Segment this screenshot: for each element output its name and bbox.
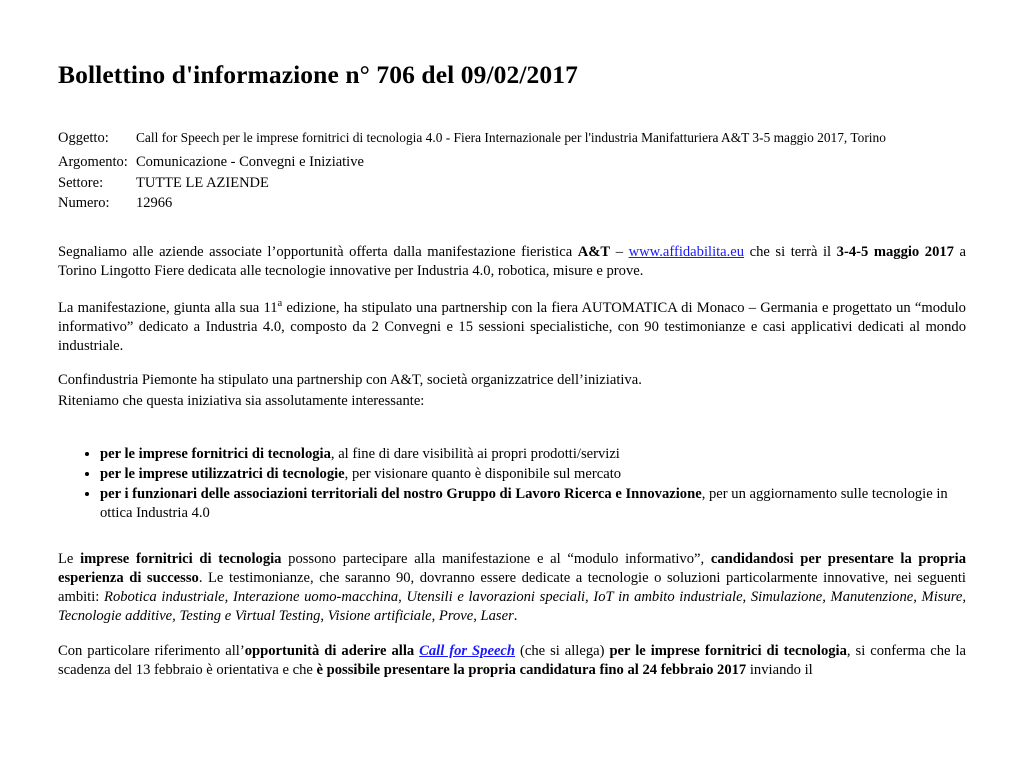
text-fragment: inviando il <box>746 662 813 679</box>
text-bold-deadline: è possibile presentare la propria candidatura fino al 24 febbraio 2017 <box>316 662 747 679</box>
text-bold-candidacy: candidandosi per presentare la propria esperienza di successo <box>58 551 967 587</box>
sector-label: Settore: <box>58 174 104 191</box>
text-fragment: Con particolare riferimento all’ <box>58 643 245 660</box>
list-item-bold: per le imprese utilizzatrici di tecnologie <box>100 466 345 483</box>
text-superscript: a <box>277 297 283 309</box>
spacer <box>58 217 966 243</box>
text-italic-topics: Robotica industriale, Interazione uomo-macchina, Utensili e lavorazioni speciali, IoT in ambito industriale, Simulazione, Manutenzione, Misure, Tecnologie additive, Testing e Virtual Testing, Visione artificiale, Prove, Laser <box>58 589 967 625</box>
paragraph-partnership: Confindustria Piemonte ha stipulato una partnership con A&T, società organizzatrice dell’iniziativa. <box>58 372 642 389</box>
link-call-for-speech[interactable]: Call for Speech <box>419 643 516 660</box>
text-fragment: edizione, ha stipulato una partnership con la fiera AUTOMATICA di Monaco – Germania e progettato un “modulo informativo” dedicato a Industria 4.0, composto da 2 Convegni e 15 sessioni specialistiche, con 90 testimonianze e casi applicativi dedicati al mondo industriale. <box>58 299 966 354</box>
text-bold-suppliers: imprese fornitrici di tecnologia <box>80 551 282 568</box>
list-item <box>100 465 966 484</box>
list-item <box>100 485 966 523</box>
list-item-text: , per un aggiornamento sulle tecnologie in ottica Industria 4.0 <box>100 486 948 522</box>
text-fragment: (che si allega) <box>515 643 610 660</box>
paragraph-participation <box>58 550 966 626</box>
number-value: 12966 <box>136 195 173 212</box>
text-bold-suppliers-2: per le imprese fornitrici di tecnologia <box>609 643 847 660</box>
paragraph-edition <box>58 297 966 356</box>
metadata-row-sector <box>58 174 966 193</box>
metadata-row-topic <box>58 153 966 172</box>
benefits-list <box>58 445 966 523</box>
spacer <box>58 524 966 550</box>
text-fragment: a Torino Lingotto Fiere dedicata alle tecnologie innovative per Industria 4.0, robotica, misure e prove. <box>58 243 967 279</box>
list-item-text: , al fine di dare visibilità ai propri prodotti/servizi <box>330 446 620 463</box>
sector-value: TUTTE LE AZIENDE <box>136 174 269 191</box>
paragraph-deadline <box>58 642 966 680</box>
list-item <box>100 445 966 464</box>
number-label: Numero: <box>58 195 110 212</box>
text-fragment: Segnaliamo alle aziende associate l’opportunità offerta dalla manifestazione fieristica <box>58 243 578 260</box>
link-affidabilita[interactable]: www.affidabilita.eu <box>628 243 745 260</box>
metadata-row-subject <box>58 129 966 148</box>
text-fragment: Le <box>58 551 81 568</box>
text-fragment: possono partecipare alla manifestazione e al “modulo informativo”, <box>281 551 711 568</box>
text-fragment: che si terrà il <box>744 243 837 260</box>
text-bold-opportunity: opportunità di aderire alla <box>244 643 420 660</box>
paragraph-intro <box>58 243 966 281</box>
document-content <box>58 60 966 696</box>
metadata-row-number <box>58 194 966 213</box>
text-fragment: . Le testimonianze, che saranno 90, dovranno essere dedicate a tecnologie o soluzioni particolarmente innovative, nei seguenti ambiti: <box>58 570 966 606</box>
topic-label: Argomento: <box>58 154 128 171</box>
page-title: Bollettino d'informazione n° 706 del 09/02/2017 <box>58 60 578 89</box>
spacer <box>58 427 966 445</box>
text-bold-dates: 3-4-5 maggio 2017 <box>836 243 954 260</box>
text-bold-at: A&T <box>577 243 611 260</box>
subject-label: Oggetto: <box>58 129 109 146</box>
topic-value: Comunicazione - Convegni e Iniziative <box>136 154 364 171</box>
list-item-bold: per le imprese fornitrici di tecnologia <box>100 446 331 463</box>
text-fragment: La manifestazione, giunta alla sua 11 <box>58 299 278 316</box>
subject-value: Call for Speech per le imprese fornitrici di tecnologia 4.0 - Fiera Internazionale per l'industria Manifatturiera A&T 3-5 maggio 2017, Torino <box>136 130 886 146</box>
text-fragment: , si conferma che la scadenza del 13 febbraio è orientativa e che <box>58 643 967 679</box>
text-fragment: . <box>513 608 518 625</box>
list-item-text: , per visionare quanto è disponibile sul mercato <box>344 466 622 483</box>
paragraph-interest: Riteniamo che questa iniziativa sia assolutamente interessante: <box>58 393 425 410</box>
text-fragment: – <box>610 243 629 260</box>
metadata-block <box>58 129 966 213</box>
list-item-bold: per i funzionari delle associazioni territoriali del nostro Gruppo di Lavoro Ricerca e Innovazione <box>100 486 702 503</box>
